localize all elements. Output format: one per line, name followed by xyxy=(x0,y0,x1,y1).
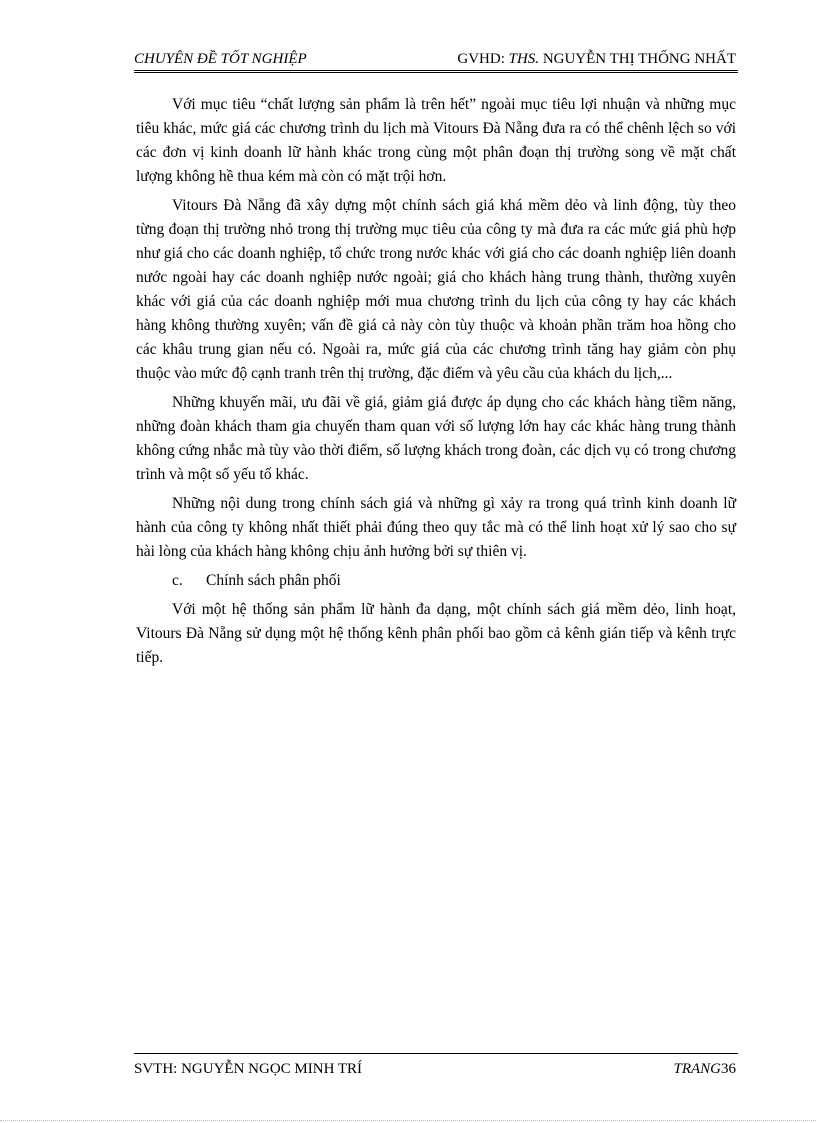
header-supervisor xyxy=(457,49,736,69)
footer-page-number: 36 xyxy=(721,1061,736,1077)
page-body xyxy=(136,93,736,675)
subheading-text: Chính sách phân phối xyxy=(206,572,341,589)
header-course-title: CHUYÊN ĐỀ TỐT NGHIỆP xyxy=(134,51,307,67)
page-header xyxy=(134,48,738,73)
header-supervisor-title: THS. xyxy=(508,51,540,67)
footer-page xyxy=(673,1060,736,1078)
body-paragraph-3: Những khuyến mãi, ưu đãi về giá, giảm giá được áp dụng cho các khách hàng tiềm năng, những đoàn khách tham gia chuyến tham quan với số lượng lớn hay các khác hàng trung thành không cứng nhắc mà tùy vào thời điểm, số lượng khách trong đoàn, các dịch vụ có trong chương trình và một số yếu tố khác. xyxy=(136,394,736,483)
body-paragraph-closing: Với một hệ thống sản phẩm lữ hành đa dạng, một chính sách giá mềm dẻo, linh hoạt, Vitours Đà Nẵng sử dụng một hệ thống kênh phân phối bao gồm cả kênh gián tiếp và kênh trực tiếp. xyxy=(136,601,736,666)
footer-page-label: TRANG xyxy=(673,1061,721,1077)
header-supervisor-name: NGUYỄN THỊ THỐNG NHẤT xyxy=(542,51,736,67)
header-supervisor-label: GVHD: xyxy=(457,51,505,67)
page-bottom-divider xyxy=(0,1120,816,1121)
subheading-number: c. xyxy=(172,572,183,589)
body-paragraph-2: Vitours Đà Nẵng đã xây dựng một chính sách giá khá mềm dẻo và linh động, tùy theo từng đoạn thị trường nhỏ trong thị trường mục tiêu của công ty mà đưa ra các mức giá phù hợp như giá cho các doanh nghiệp, tổ chức trong nước khác với giá cho các doanh nghiệp liên doanh nước ngoài hay các doanh nghiệp nước ngoài; giá cho khách hàng trung thành, thường xuyên khác với giá của các doanh nghiệp mới mua chương trình du lịch của công ty hay các khách hàng không thường xuyên; vấn đề giá cả này còn tùy thuộc và khoản phần trăm hoa hồng cho các khâu trung gian nếu có. Ngoài ra, mức giá của các chương trình tăng hay giảm còn phụ thuộc vào mức độ cạnh tranh trên thị trường, đặc điểm và yêu cầu của khách du lịch,... xyxy=(136,197,736,382)
body-paragraph-1: Với mục tiêu “chất lượng sản phẩm là trên hết” ngoài mục tiêu lợi nhuận và những mục tiêu khác, mức giá các chương trình du lịch mà Vitours Đà Nẵng đưa ra có thể chênh lệch so với các đơn vị kinh doanh lữ hành khác trong cùng một phân đoạn thị trường song về mặt chất lượng không hề thua kém mà còn có mặt trội hơn. xyxy=(136,96,736,185)
footer-student: SVTH: NGUYỄN NGỌC MINH TRÍ xyxy=(134,1061,363,1077)
section-subheading xyxy=(172,569,736,593)
body-paragraph-4: Những nội dung trong chính sách giá và những gì xảy ra trong quá trình kinh doanh lữ hành của công ty không nhất thiết phải đúng theo quy tắc mà có thể linh hoạt xử lý sao cho sự hài lòng của khách hàng không chịu ảnh hưởng bởi sự thiên vị. xyxy=(136,495,736,560)
page-footer xyxy=(134,1053,738,1077)
